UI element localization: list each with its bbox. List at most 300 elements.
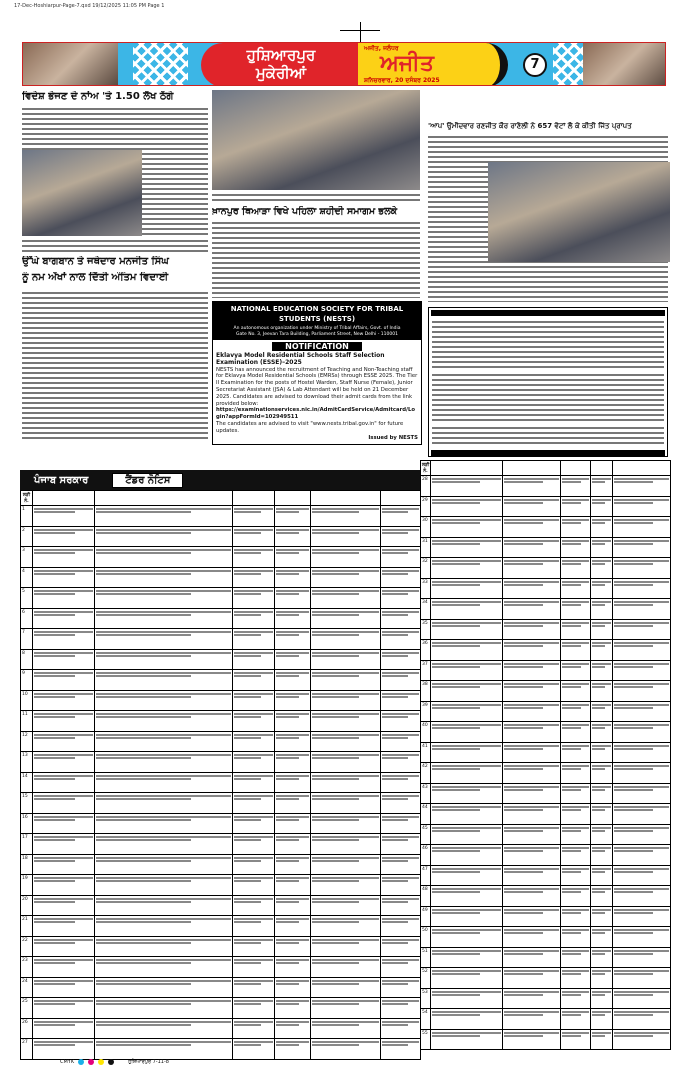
table-row <box>421 517 671 538</box>
cell <box>311 936 381 957</box>
table-row <box>421 496 671 517</box>
cell <box>95 875 233 896</box>
cell <box>233 608 275 629</box>
cell <box>613 537 671 558</box>
cell <box>233 793 275 814</box>
cell <box>431 701 503 722</box>
cell <box>503 701 561 722</box>
cell <box>431 578 503 599</box>
cell <box>33 1039 95 1060</box>
cell <box>431 804 503 825</box>
nests-notice: NATIONAL EDUCATION SOCIETY FOR TRIBAL STUDENTS (NESTS) An autonomous organization under Ministry of Tribal Affairs, Govt. of India Gate No. 3, Jeevan Tara Building, Parliament Street, New Delhi - 110001 NOTIFICATION Eklavya Model Residential Schools Staff Selection Examination (ESSE)–2025 NESTS has announced the recruitment of Teaching and Non-Teaching staff for Eklavya Model Residential Schools (EMRSs) through ESSE 2025. The Tier II Examination for the posts of Hostel Warden, Staff Nurse (Female), Junior Secretariat Assistant (JSA) & Lab Attendant will be held on 21 December 2025. Candidates are advised to download their admit cards from the link provided below: https://examinationservices.nic.in/AdmitCardService/Admitcard/Login?appFormId=102949511 The candidates are advised to visit "www.nests.tribal.gov.in" for future updates. Issued by NESTS <box>212 301 422 445</box>
table-row <box>421 783 671 804</box>
row-number: 29 <box>421 496 431 517</box>
cell <box>431 537 503 558</box>
cell <box>613 640 671 661</box>
cell <box>233 670 275 691</box>
cell <box>591 824 613 845</box>
cell <box>613 968 671 989</box>
article-photo <box>488 162 670 262</box>
cell <box>311 690 381 711</box>
cell <box>95 834 233 855</box>
cell <box>33 588 95 609</box>
cell <box>233 1039 275 1060</box>
article-body <box>22 290 208 442</box>
cell <box>95 793 233 814</box>
cell <box>503 558 561 579</box>
cell <box>431 722 503 743</box>
table-row <box>21 834 421 855</box>
row-number: 1 <box>21 506 33 527</box>
cell <box>591 619 613 640</box>
row-number: 33 <box>421 578 431 599</box>
cell <box>591 804 613 825</box>
cell <box>613 865 671 886</box>
cell <box>613 906 671 927</box>
cell <box>431 681 503 702</box>
cell <box>233 547 275 568</box>
cell <box>431 865 503 886</box>
cell <box>381 772 421 793</box>
cell <box>95 998 233 1019</box>
cell <box>33 649 95 670</box>
cell <box>233 588 275 609</box>
table-row <box>421 804 671 825</box>
cell <box>431 517 503 538</box>
cell <box>503 1029 561 1050</box>
table-row <box>421 947 671 968</box>
cell <box>381 608 421 629</box>
cell <box>613 988 671 1009</box>
print-slug: 17-Dec-Hoshiarpur-Page-7.qxd 19/12/2025 11:05 PM Page 1 <box>14 3 165 9</box>
cell <box>233 629 275 650</box>
row-number: 31 <box>421 537 431 558</box>
cell <box>503 1009 561 1030</box>
row-number: 23 <box>21 957 33 978</box>
table-row <box>21 752 421 773</box>
cell <box>233 526 275 547</box>
masthead-city: ਹੁਸ਼ਿਆਰਪੁਰ ਮੁਕੇਰੀਆਂ <box>201 43 361 86</box>
cell <box>591 701 613 722</box>
cell <box>381 936 421 957</box>
article-photo <box>22 150 142 236</box>
cell <box>591 783 613 804</box>
cell <box>33 957 95 978</box>
masthead-pattern <box>133 43 188 85</box>
cell <box>431 845 503 866</box>
tender-table-right: ਲੜੀ ਨੰ. 28 29 30 31 32 33 34 35 36 37 38 39 40 41 42 43 44 45 46 47 48 49 50 51 52 53 54 55 <box>420 460 670 1050</box>
cell <box>561 476 591 497</box>
cell <box>311 1018 381 1039</box>
row-number: 50 <box>421 927 431 948</box>
admit-card-link[interactable]: https://examinationservices.nic.in/AdmitCardService/Admitcard/Login?appFormId=102949511 <box>216 407 415 421</box>
cell <box>431 927 503 948</box>
table-row <box>21 547 421 568</box>
row-number: 34 <box>421 599 431 620</box>
cell <box>503 783 561 804</box>
cell <box>613 742 671 763</box>
article-headline: 'ਆਪ' ਉਮੀਦਵਾਰ ਰਣਜੀਤ ਕੌਰ ਰਾਣੋਲੀ ਨੇ 657 ਵੋਟਾਂ ਲੈ ਕੇ ਕੀਤੀ ਜਿੱਤ ਪ੍ਰਾਪਤ <box>428 122 632 130</box>
table-row <box>421 660 671 681</box>
cell <box>561 886 591 907</box>
cell <box>613 947 671 968</box>
row-number: 53 <box>421 988 431 1009</box>
table-row <box>21 1039 421 1060</box>
masthead-brand: ਅਜੀਤ, ਜਲੰਧਰ ਅਜੀਤ ਸ਼ਨਿਚਰਵਾਰ, 20 ਦਸੰਬਰ 2025 <box>358 43 508 86</box>
cell <box>613 619 671 640</box>
article-photo <box>212 90 420 190</box>
cell <box>275 670 311 691</box>
cell <box>591 558 613 579</box>
cell <box>381 957 421 978</box>
cell <box>503 599 561 620</box>
cell <box>33 793 95 814</box>
table-row <box>421 619 671 640</box>
row-number: 48 <box>421 886 431 907</box>
cell <box>381 649 421 670</box>
table-row <box>21 895 421 916</box>
cell <box>233 854 275 875</box>
cell <box>311 547 381 568</box>
cell <box>503 619 561 640</box>
cell <box>95 649 233 670</box>
article-headline: ਖ਼ਾਨਪੁਰ ਥਿਆੜਾ ਵਿਖੇ ਪਹਿਲਾ ਸ਼ਹੀਦੀ ਸਮਾਗਮ ਭਲਕੇ <box>212 206 398 217</box>
cell <box>381 752 421 773</box>
table-row <box>421 681 671 702</box>
cell <box>95 567 233 588</box>
table-row <box>421 886 671 907</box>
cell <box>33 834 95 855</box>
cell <box>381 711 421 732</box>
cell <box>613 599 671 620</box>
row-number: 14 <box>21 772 33 793</box>
cell <box>33 752 95 773</box>
cell <box>613 681 671 702</box>
cell <box>591 865 613 886</box>
cell <box>381 854 421 875</box>
print-footer: CMYK ਹੁਸ਼ਿਆਰਪੁਰ 7-11-8 <box>60 1059 169 1065</box>
cell <box>503 947 561 968</box>
cell <box>233 834 275 855</box>
cell <box>613 927 671 948</box>
cell <box>233 506 275 527</box>
cell <box>33 506 95 527</box>
cell <box>275 834 311 855</box>
cell <box>311 752 381 773</box>
cell <box>381 1018 421 1039</box>
cell <box>591 988 613 1009</box>
table-row <box>21 916 421 937</box>
cell <box>381 629 421 650</box>
cell <box>33 731 95 752</box>
cell <box>275 875 311 896</box>
table-row <box>21 875 421 896</box>
cell <box>95 916 233 937</box>
cell <box>561 537 591 558</box>
cell <box>613 1029 671 1050</box>
table-row <box>421 537 671 558</box>
cell <box>233 731 275 752</box>
cell <box>311 670 381 691</box>
cell <box>431 660 503 681</box>
cell <box>561 496 591 517</box>
cell <box>95 506 233 527</box>
cell <box>311 608 381 629</box>
cell <box>431 640 503 661</box>
cell <box>33 772 95 793</box>
cell <box>33 547 95 568</box>
row-number: 51 <box>421 947 431 968</box>
cell <box>431 947 503 968</box>
masthead <box>22 42 666 86</box>
article-headline: ਨੂੰ ਨਮ ਅੱਖਾਂ ਨਾਲ ਦਿੱਤੀ ਅੰਤਿਮ ਵਿਦਾਈ <box>22 272 169 283</box>
cell <box>233 957 275 978</box>
row-number: 27 <box>21 1039 33 1060</box>
cell <box>33 629 95 650</box>
row-number: 36 <box>421 640 431 661</box>
cell <box>503 927 561 948</box>
table-row <box>21 813 421 834</box>
tender-table-left: ਪੰਜਾਬ ਸਰਕਾਰ ਟੈਂਡਰ ਨੋਟਿਸ ਲੜੀ ਨੰ. 1 2 3 4 5 6 7 8 9 10 11 12 13 14 15 16 17 18 19 20 21 22 23 24 25 26 27 <box>20 470 420 1060</box>
cell <box>591 537 613 558</box>
public-notice <box>428 307 668 457</box>
cell <box>503 845 561 866</box>
cell <box>275 895 311 916</box>
cell <box>95 936 233 957</box>
row-number: 52 <box>421 968 431 989</box>
cell <box>311 711 381 732</box>
row-number: 44 <box>421 804 431 825</box>
table-row <box>421 1009 671 1030</box>
cell <box>95 629 233 650</box>
table-row <box>421 927 671 948</box>
row-number: 5 <box>21 588 33 609</box>
cell <box>275 588 311 609</box>
cell <box>311 506 381 527</box>
row-number: 19 <box>21 875 33 896</box>
table-row <box>21 629 421 650</box>
cell <box>381 547 421 568</box>
cell <box>275 793 311 814</box>
cell <box>233 875 275 896</box>
table-row <box>421 845 671 866</box>
table-row <box>21 588 421 609</box>
page-number: 7 <box>523 53 547 77</box>
cell <box>233 977 275 998</box>
cell <box>233 813 275 834</box>
cell <box>431 476 503 497</box>
cell <box>503 722 561 743</box>
table-row <box>21 608 421 629</box>
cell <box>95 854 233 875</box>
cell <box>431 824 503 845</box>
row-number: 20 <box>21 895 33 916</box>
table-row <box>421 906 671 927</box>
cell <box>591 1029 613 1050</box>
cell <box>311 916 381 937</box>
table-row <box>21 772 421 793</box>
cell <box>613 804 671 825</box>
cell <box>233 772 275 793</box>
cell <box>275 772 311 793</box>
cell <box>275 916 311 937</box>
cell <box>503 968 561 989</box>
table-row <box>421 1029 671 1050</box>
cell <box>561 824 591 845</box>
cell <box>503 906 561 927</box>
cell <box>233 649 275 670</box>
row-number: 16 <box>21 813 33 834</box>
cell <box>233 752 275 773</box>
cell <box>561 722 591 743</box>
table-row <box>21 526 421 547</box>
cell <box>33 854 95 875</box>
crop-mark <box>340 30 380 31</box>
cell <box>33 813 95 834</box>
cell <box>233 895 275 916</box>
cell <box>613 558 671 579</box>
paper-logo: ਅਜੀਤ <box>380 51 434 76</box>
cell <box>431 599 503 620</box>
cell <box>381 731 421 752</box>
masthead-photo-left <box>23 43 118 85</box>
cell <box>613 578 671 599</box>
cell <box>561 701 591 722</box>
row-number: 26 <box>21 1018 33 1039</box>
row-number: 4 <box>21 567 33 588</box>
cell <box>311 875 381 896</box>
table-row <box>21 998 421 1019</box>
cell <box>503 476 561 497</box>
cell <box>33 690 95 711</box>
table-row <box>421 578 671 599</box>
cell <box>311 772 381 793</box>
row-number: 28 <box>421 476 431 497</box>
cell <box>503 763 561 784</box>
cell <box>95 690 233 711</box>
cell <box>311 813 381 834</box>
cell <box>275 752 311 773</box>
row-number: 38 <box>421 681 431 702</box>
cell <box>591 927 613 948</box>
cell <box>431 763 503 784</box>
table-row <box>421 742 671 763</box>
cell <box>561 947 591 968</box>
cell <box>561 804 591 825</box>
cell <box>561 906 591 927</box>
cell <box>95 813 233 834</box>
cell <box>33 916 95 937</box>
row-number: 39 <box>421 701 431 722</box>
cell <box>591 742 613 763</box>
cell <box>561 742 591 763</box>
row-number: 9 <box>21 670 33 691</box>
masthead-photo-right <box>583 43 666 85</box>
cell <box>275 1039 311 1060</box>
cell <box>591 722 613 743</box>
cell <box>275 608 311 629</box>
cell <box>503 804 561 825</box>
cell <box>311 957 381 978</box>
cell <box>613 845 671 866</box>
cell <box>95 772 233 793</box>
cell <box>233 916 275 937</box>
table-row <box>21 793 421 814</box>
cell <box>381 567 421 588</box>
cell <box>591 640 613 661</box>
cell <box>95 670 233 691</box>
cell <box>561 517 591 538</box>
cell <box>561 578 591 599</box>
cell <box>613 701 671 722</box>
row-number: 40 <box>421 722 431 743</box>
row-number: 11 <box>21 711 33 732</box>
cell <box>95 752 233 773</box>
row-number: 35 <box>421 619 431 640</box>
cell <box>33 711 95 732</box>
row-number: 55 <box>421 1029 431 1050</box>
cell <box>381 690 421 711</box>
row-number: 42 <box>421 763 431 784</box>
cell <box>561 763 591 784</box>
table-row <box>421 988 671 1009</box>
cell <box>33 526 95 547</box>
table-row <box>421 701 671 722</box>
cell <box>431 906 503 927</box>
article-body <box>212 220 420 298</box>
cell <box>381 895 421 916</box>
cell <box>591 517 613 538</box>
cell <box>613 496 671 517</box>
cell <box>503 988 561 1009</box>
cell <box>311 649 381 670</box>
cell <box>431 619 503 640</box>
cell <box>95 526 233 547</box>
cell <box>311 567 381 588</box>
article-headline: ਵਿਦੇਸ਼ ਭੇਜਣ ਦੇ ਨਾਂਅ 'ਤੇ 1.50 ਲੱਖ ਠੱਗੇ <box>22 91 174 102</box>
cell <box>613 722 671 743</box>
cell <box>311 977 381 998</box>
cell <box>561 599 591 620</box>
cell <box>591 681 613 702</box>
cell <box>561 865 591 886</box>
cell <box>591 1009 613 1030</box>
cell <box>503 537 561 558</box>
cell <box>503 640 561 661</box>
cell <box>561 845 591 866</box>
table-row <box>21 1018 421 1039</box>
cell <box>311 895 381 916</box>
cell <box>503 496 561 517</box>
cell <box>275 547 311 568</box>
cell <box>381 670 421 691</box>
row-number: 41 <box>421 742 431 763</box>
cell <box>95 977 233 998</box>
table-row <box>21 649 421 670</box>
cell <box>311 588 381 609</box>
cell <box>95 588 233 609</box>
cell <box>233 998 275 1019</box>
row-number: 2 <box>21 526 33 547</box>
row-number: 45 <box>421 824 431 845</box>
cell <box>275 506 311 527</box>
row-number: 7 <box>21 629 33 650</box>
row-number: 46 <box>421 845 431 866</box>
cell <box>275 690 311 711</box>
cell <box>613 517 671 538</box>
row-number: 30 <box>421 517 431 538</box>
row-number: 25 <box>21 998 33 1019</box>
